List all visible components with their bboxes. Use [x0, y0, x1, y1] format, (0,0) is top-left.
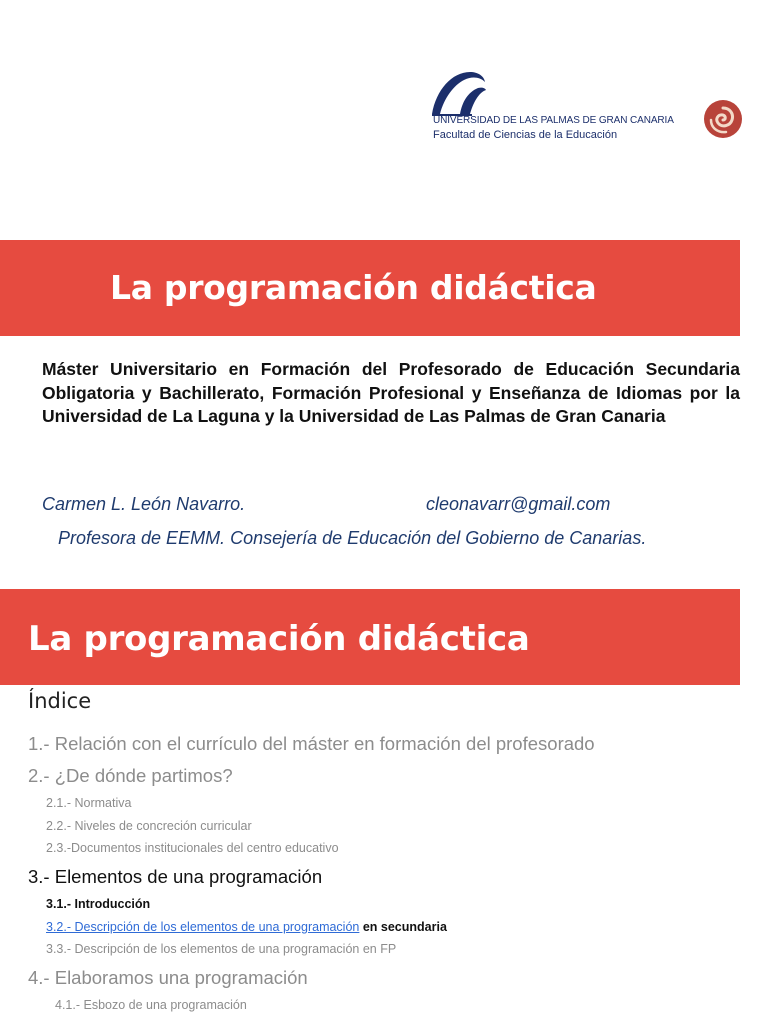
index-item-2-2: 2.2.- Niveles de concreción curricular	[46, 819, 252, 833]
page-title: La programación didáctica	[110, 268, 597, 307]
title-banner	[0, 240, 740, 336]
index-item-3: 3.- Elementos de una programación	[28, 866, 323, 887]
spiral-logo-icon	[702, 98, 744, 140]
index-item-4-1: 4.1.- Esbozo de una programación	[55, 998, 247, 1012]
section-title: La programación didáctica	[28, 619, 530, 659]
university-name: UNIVERSIDAD DE LAS PALMAS DE GRAN CANARIA	[433, 115, 674, 126]
index-item-2-1: 2.1.- Normativa	[46, 796, 132, 810]
index-item-3-2	[46, 920, 447, 934]
author-email[interactable]: cleonavarr@gmail.com	[426, 494, 611, 514]
index-item-2-3: 2.3.-Documentos institucionales del centro educativo	[46, 841, 339, 855]
section-banner	[0, 589, 740, 685]
author-name: Carmen L. León Navarro.	[42, 494, 246, 514]
master-description: Máster Universitario en Formación del Profesorado de Educación Secundaria Obligatoria y Bachillerato, Formación Profesional y Enseñanza de Idiomas por la Universidad de La Laguna y la Universidad de Las Palmas de Gran Canaria	[42, 359, 740, 426]
index-item-3-1: 3.1.- Introducción	[46, 897, 151, 911]
index-item-3-3: 3.3.- Descripción de los elementos de una programación en FP	[46, 942, 397, 956]
author-role: Profesora de EEMM. Consejería de Educación del Gobierno de Canarias.	[58, 528, 647, 548]
index-heading: Índice	[28, 689, 92, 713]
index-item-4: 4.- Elaboramos una programación	[28, 967, 308, 988]
ulpgc-logo	[430, 68, 674, 148]
ulpgc-emblem-icon	[430, 68, 490, 118]
index-item-3-2-tail: en secundaria	[359, 920, 447, 934]
index-item-1: 1.- Relación con el currículo del máster en formación del profesorado	[28, 733, 595, 754]
index-item-3-2-link[interactable]: 3.2.- Descripción de los elementos de una programación	[46, 920, 360, 934]
index-item-2: 2.- ¿De dónde partimos?	[28, 765, 233, 786]
faculty-name: Facultad de Ciencias de la Educación	[433, 129, 618, 141]
